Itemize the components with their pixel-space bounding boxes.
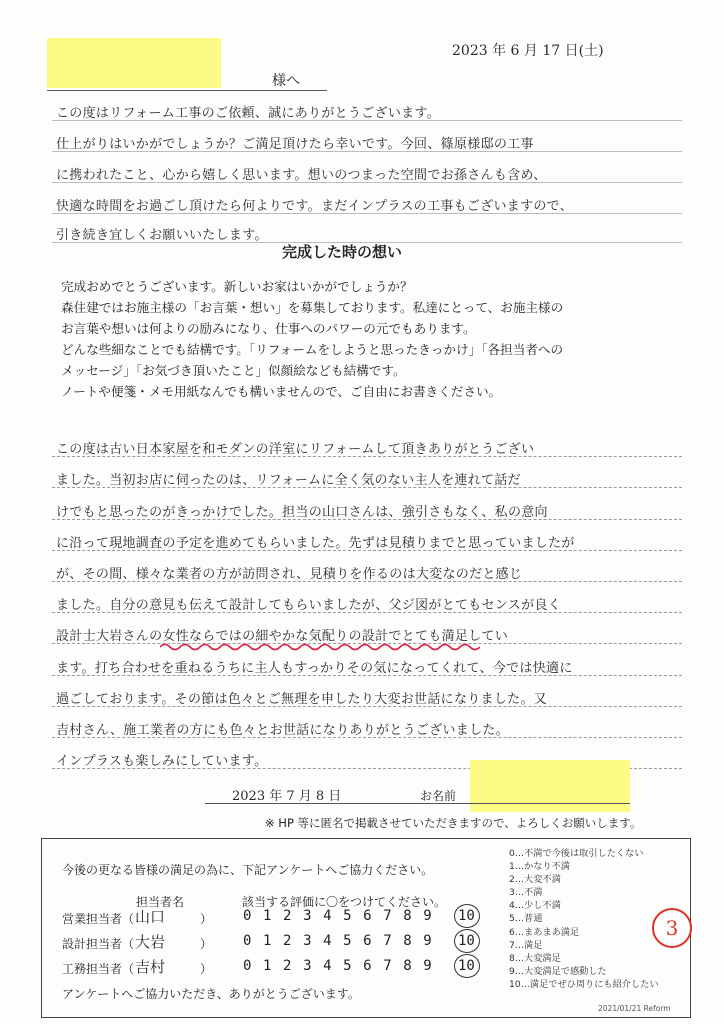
message-line: に沿って現地調査の予定を進めてもらいました。先ずは見積りまでと思っていましたが xyxy=(56,536,575,551)
message-line: けでもと思ったのがきっかけでした。担当の山口さんは、強引さもなく、私の意向 xyxy=(56,505,548,520)
selected-rating-circle xyxy=(454,954,480,978)
row-role: 設計担当者（ xyxy=(62,937,135,951)
section-title: 完成した時の想い xyxy=(282,243,403,261)
legend-item: 10…満足でぜひ周りにも紹介したい xyxy=(509,978,659,990)
stamp-number: 3 xyxy=(665,916,679,940)
rating-scale[interactable]: 0123456789 xyxy=(243,958,444,974)
selected-rating-circle xyxy=(454,929,480,953)
red-wavy-underline xyxy=(160,642,480,652)
row-staff-name: 大岩 xyxy=(135,933,166,951)
message-line: が、その間、様々な業者の方が訪問され、見積りを作るのは大変なのだと感じ xyxy=(56,567,523,582)
rating-scale[interactable]: 0123456789 xyxy=(243,933,444,949)
signature-name-label: お名前 xyxy=(420,789,457,803)
message-line: 過ごしております。その節は色々とご無理を申したり大変お世話になりました。又 xyxy=(56,692,548,707)
legend-item: 7…満足 xyxy=(509,939,543,951)
legend-item: 1…かなり不満 xyxy=(509,861,570,873)
signature-date: 2023 年 7 月 8 日 xyxy=(232,789,342,804)
legend-item: 5…普通 xyxy=(509,913,543,925)
staff-letter-line: 引き続き宜しくお願いいたします。 xyxy=(56,228,268,243)
row-role: 工務担当者（ xyxy=(62,962,135,976)
message-line: 設計士大岩さんの女性ならではの細やかな気配りの設計でとても満足してい xyxy=(56,629,509,644)
letter-date: 2023 年 6 月 17 日(土) xyxy=(452,43,604,59)
red-circle-stamp xyxy=(652,908,692,948)
staff-letter-line: に携われたこと、心から嬉しく思います。想いのつまった空間でお孫さんも含め、 xyxy=(56,168,547,183)
rating-scale-max[interactable]: 10 xyxy=(458,933,475,949)
intro-line: お言葉や想いは何よりの励みになり、仕事へのパワーの元でもあります。 xyxy=(61,321,476,336)
message-line: インプラスも楽しみにしています。 xyxy=(56,754,268,769)
form-id: 2021/01/21 Reform xyxy=(598,1004,671,1013)
survey-thanks: アンケートへご協力いただき、ありがとうございます。 xyxy=(62,987,360,1001)
legend-item: 3…不満 xyxy=(509,887,543,899)
anonymous-note: ※ HP 等に匿名で掲載させていただきますので、よろしくお願いします。 xyxy=(265,816,642,830)
rating-header: 該当する評価に〇をつけてください。 xyxy=(242,895,447,909)
row-role: 営業担当者（ xyxy=(62,912,135,926)
rating-scale[interactable]: 0123456789 xyxy=(243,908,444,924)
rating-legend xyxy=(509,847,659,991)
message-line: この度は古い日本家屋を和モダンの洋室にリフォームして頂きありがとうござい xyxy=(56,442,535,457)
intro-line: 完成おめでとうございます。新しいお家はいかがでしょうか？ xyxy=(61,279,413,294)
survey-intro: 今後の更なる皆様の満足の為に、下記アンケートへご協力ください。 xyxy=(62,863,434,877)
message-line: ました。自分の意見も伝えて設計してもらいましたが、父ジ図がとてもセンスが良く xyxy=(56,598,562,613)
message-line: ます。打ち合わせを重ねるうちに主人もすっかりその気になってくれて、今では快適に xyxy=(56,661,573,676)
redacted-recipient-name xyxy=(47,38,221,88)
rating-scale-max[interactable]: 10 xyxy=(458,958,475,974)
legend-item: 6…まあまあ満足 xyxy=(509,926,580,938)
staff-header: 担当者名 xyxy=(136,895,185,909)
intro-line: ノートや便箋・メモ用紙なんでも構いませんので、ご自由にお書きください。 xyxy=(61,384,502,399)
intro-line: どんな些細なことでも結構です。「リフォームをしようと思ったきっかけ」「各担当者への xyxy=(61,342,564,357)
legend-item: 2…大変不満 xyxy=(509,874,561,886)
staff-letter-line: 快適な時間をお過ごし頂けたら何よりです。まだインプラスの工事もございますので、 xyxy=(56,199,574,214)
recipient-suffix: 様へ xyxy=(272,73,300,89)
staff-letter-line: この度はリフォーム工事のご依頼、誠にありがとうございます。 xyxy=(56,106,441,121)
legend-item: 9…大変満足で感動した xyxy=(509,965,607,977)
row-staff-name: 山口 xyxy=(135,908,166,926)
redacted-signature-name xyxy=(470,760,630,812)
row-close-paren: ） xyxy=(200,937,213,951)
legend-item: 8…大変満足 xyxy=(509,952,561,964)
recipient-line xyxy=(47,90,327,91)
intro-line: メッセージ」「お気づき頂いたこと」似顔絵なども結構です。 xyxy=(61,363,406,378)
selected-rating-circle xyxy=(454,904,480,928)
row-close-paren: ） xyxy=(200,912,213,926)
message-line: ました。当初お店に伺ったのは、リフォームに全く気のない主人を連れて話だ xyxy=(56,473,521,488)
row-staff-name: 吉村 xyxy=(135,958,166,976)
rating-scale-max[interactable]: 10 xyxy=(458,908,475,924)
message-line: 吉村さん、施工業者の方にも色々とお世話になりありがとうございました。 xyxy=(56,723,509,738)
row-close-paren: ） xyxy=(200,962,213,976)
legend-item: 0…不満で今後は取引したくない xyxy=(509,848,644,859)
intro-line: 森住建ではお施主様の「お言葉・想い」を募集しております。私達にとって、お施主様の xyxy=(61,300,564,315)
legend-item: 4…少し不満 xyxy=(509,900,561,912)
staff-letter-line: 仕上がりはいかがでしょうか？ご満足頂けたら幸いです。今回、篠原様邸の工事 xyxy=(56,137,534,152)
